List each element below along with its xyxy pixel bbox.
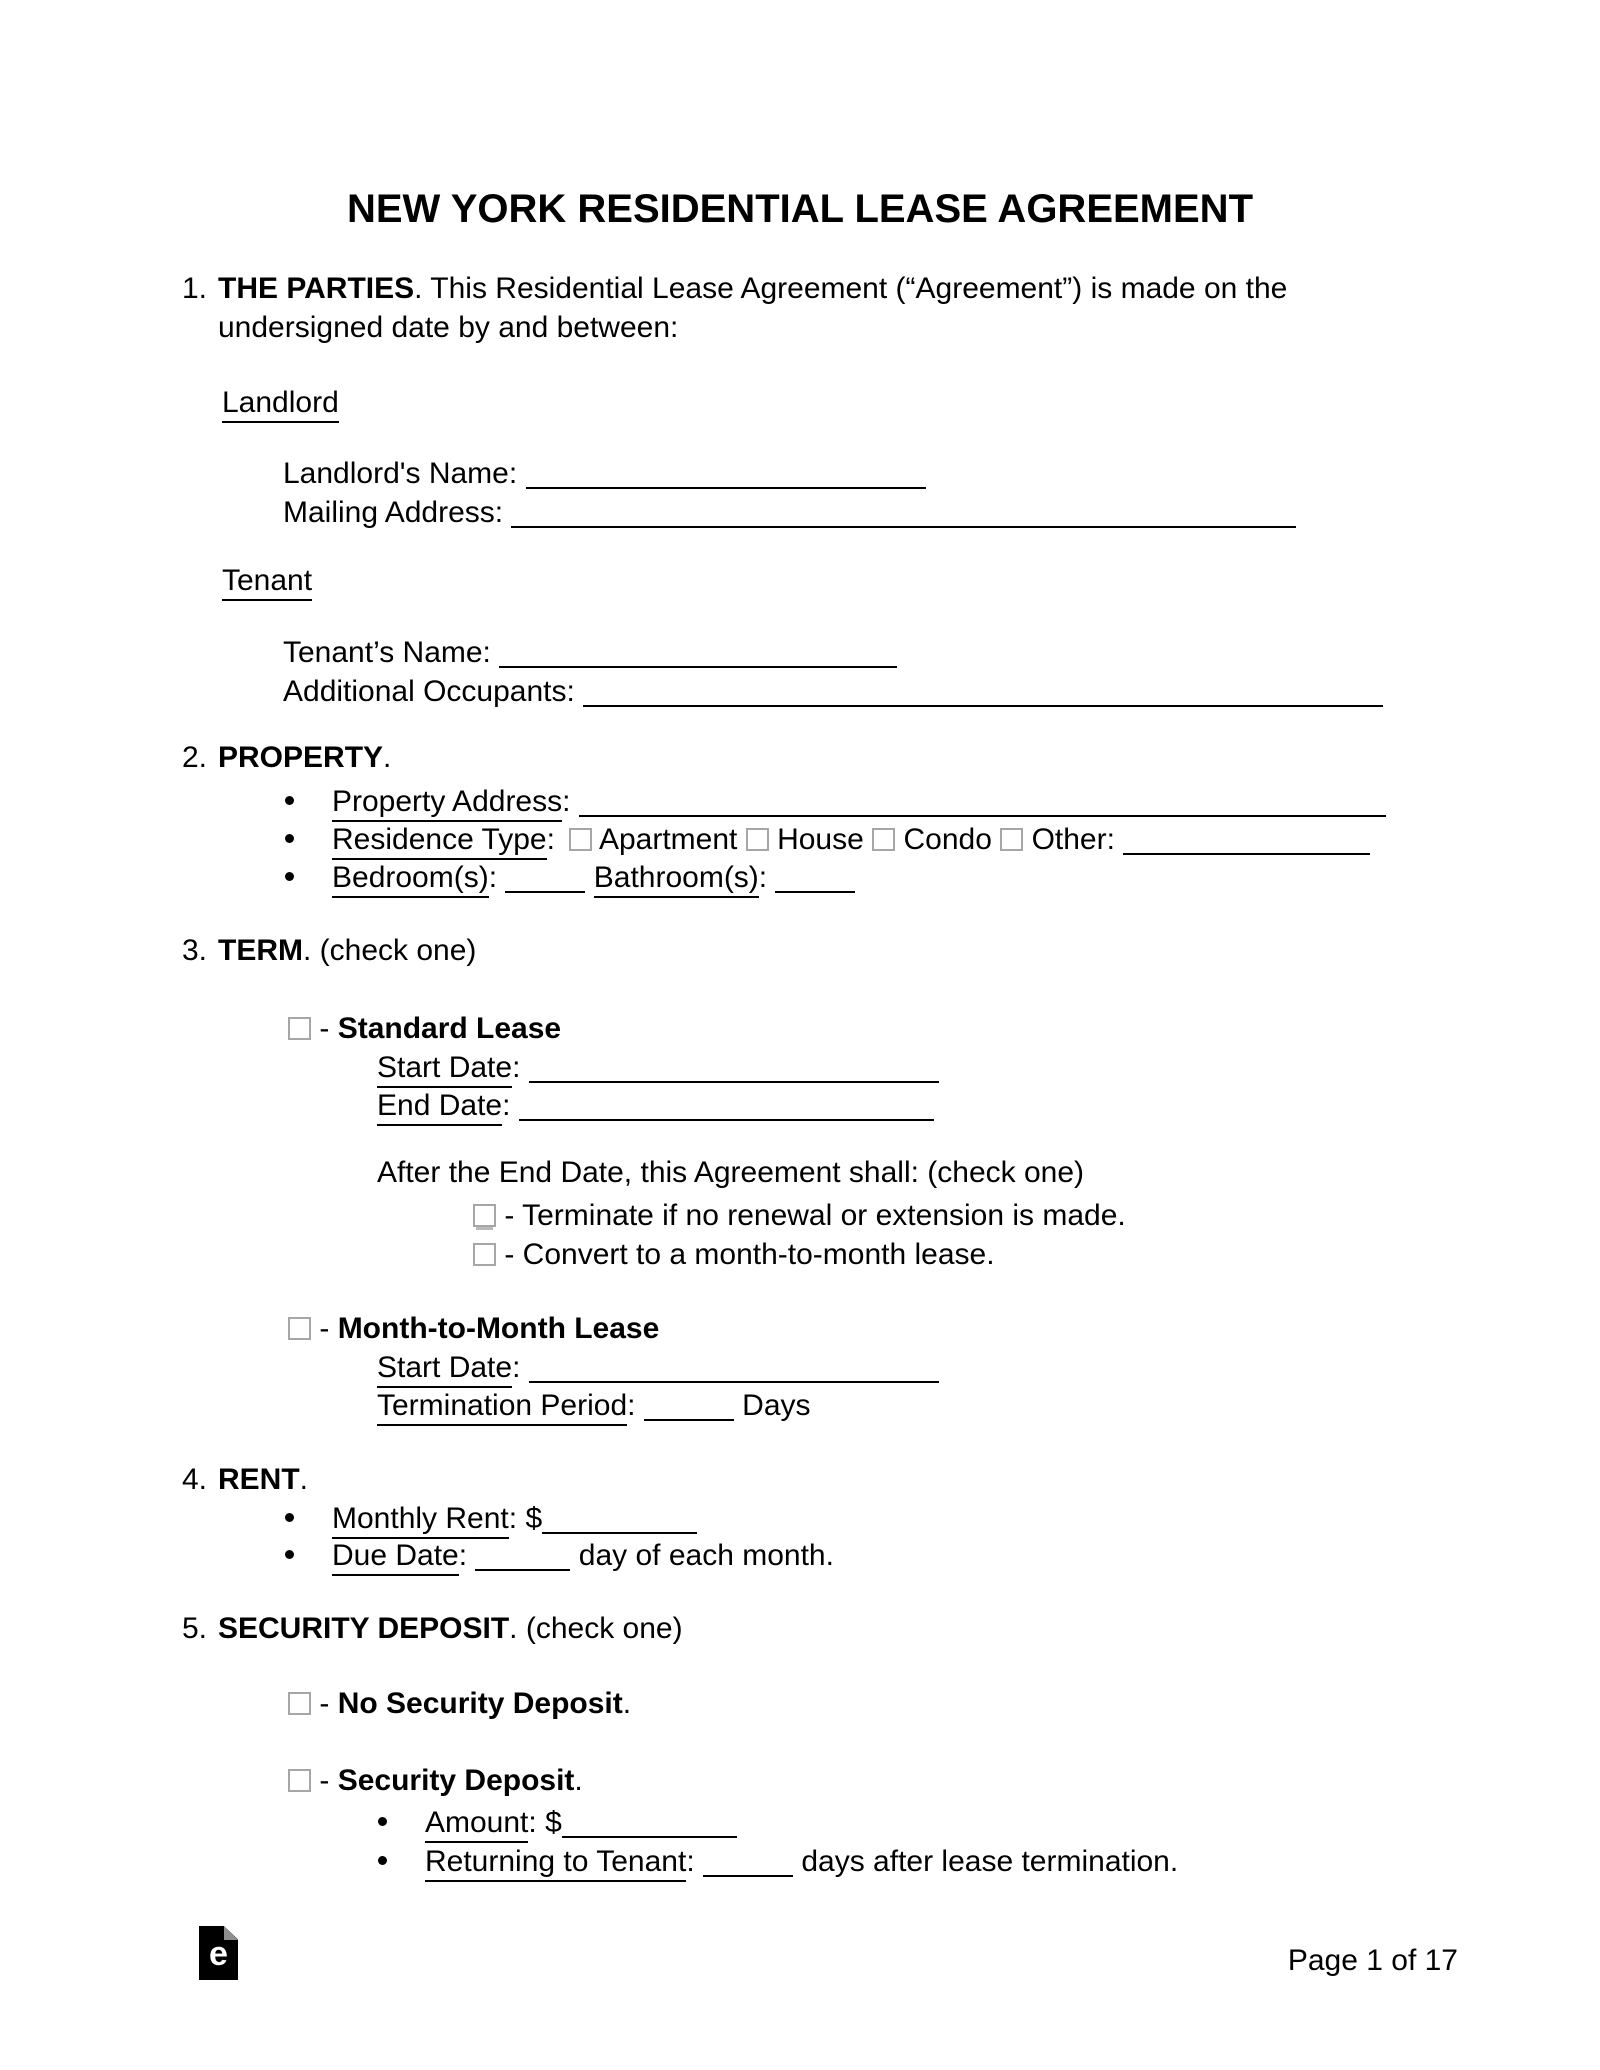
property-address-blank[interactable] bbox=[579, 801, 1386, 817]
convert-option-label: - Convert to a month-to-month lease. bbox=[504, 1238, 995, 1271]
field-m2m-start-date: Start Date: bbox=[377, 1348, 939, 1388]
house-option-label: House bbox=[777, 823, 864, 856]
field-mailing-address bbox=[283, 493, 1296, 533]
field-landlord-name bbox=[283, 454, 926, 494]
field-residence-type: Residence Type: Apartment House Condo Other: bbox=[285, 820, 1370, 860]
section-security-deposit-heading bbox=[182, 1609, 683, 1649]
bathrooms-label: Bathroom(s) bbox=[594, 861, 759, 898]
field-standard-end-date: End Date: bbox=[377, 1086, 934, 1126]
additional-occupants-label: Additional Occupants: bbox=[283, 675, 575, 708]
section-term-title: TERM bbox=[218, 934, 303, 967]
bullet-icon bbox=[285, 1550, 294, 1559]
page-title: NEW YORK RESIDENTIAL LEASE AGREEMENT bbox=[346, 187, 1253, 231]
eforms-logo bbox=[199, 1926, 238, 1980]
section-property-heading: 2. PROPERTY. bbox=[182, 738, 391, 778]
condo-checkbox[interactable] bbox=[872, 828, 895, 851]
apartment-checkbox[interactable] bbox=[569, 828, 592, 851]
field-tenant-name bbox=[283, 633, 897, 673]
m2m-start-date-blank[interactable] bbox=[529, 1367, 939, 1383]
section-number: 3. bbox=[182, 934, 208, 967]
additional-occupants-blank[interactable] bbox=[583, 691, 1383, 707]
page-number: Page 1 of 17 bbox=[1287, 1944, 1458, 1977]
after-end-date-text: After the End Date, this Agreement shall: (check one) bbox=[377, 1156, 1085, 1189]
tenant-heading: Tenant bbox=[222, 561, 312, 601]
termination-period-blank[interactable] bbox=[644, 1405, 734, 1421]
residence-type-label: Residence Type bbox=[332, 823, 547, 860]
option-terminate bbox=[473, 1196, 1126, 1236]
bullet-icon bbox=[285, 834, 294, 843]
standard-lease-checkbox[interactable] bbox=[288, 1017, 311, 1040]
due-date-label: Due Date bbox=[332, 1539, 459, 1576]
due-date-blank[interactable] bbox=[475, 1555, 570, 1571]
parties-intro-line2: undersigned date by and between: bbox=[218, 311, 679, 344]
section-security-deposit-title: SECURITY DEPOSIT bbox=[218, 1612, 510, 1645]
returning-days-blank[interactable] bbox=[703, 1861, 793, 1877]
option-month-to-month: - Month-to-Month Lease bbox=[288, 1309, 659, 1349]
bullet-icon bbox=[285, 796, 294, 805]
security-deposit-checkbox[interactable] bbox=[288, 1769, 311, 1792]
landlord-name-label: Landlord's Name: bbox=[283, 457, 518, 490]
section-parties-heading bbox=[182, 269, 1287, 309]
standard-start-date-blank[interactable] bbox=[529, 1067, 939, 1083]
field-property-address: Property Address: bbox=[285, 782, 1386, 822]
standard-end-date-blank[interactable] bbox=[519, 1105, 934, 1121]
tenant-name-label: Tenant’s Name: bbox=[283, 636, 491, 669]
other-checkbox[interactable] bbox=[1000, 828, 1023, 851]
condo-option-label: Condo bbox=[903, 823, 992, 856]
bullet-icon bbox=[378, 1856, 387, 1865]
no-security-deposit-label: No Security Deposit bbox=[337, 1687, 623, 1720]
section-number: 1. bbox=[182, 272, 208, 305]
field-monthly-rent: Monthly Rent: $ bbox=[285, 1499, 697, 1539]
house-checkbox[interactable] bbox=[746, 828, 769, 851]
section-term-heading bbox=[182, 931, 476, 971]
dollar-sign: $ bbox=[525, 1502, 543, 1535]
month-to-month-label: Month-to-Month Lease bbox=[337, 1312, 660, 1345]
returning-suffix: days after lease termination. bbox=[801, 1845, 1179, 1878]
field-standard-start-date: Start Date: bbox=[377, 1048, 939, 1088]
due-date-suffix: day of each month. bbox=[578, 1539, 834, 1572]
field-termination-period: Termination Period: Days bbox=[377, 1386, 811, 1426]
m2m-start-date-label: Start Date bbox=[377, 1351, 512, 1388]
section-number: 5. bbox=[182, 1612, 208, 1645]
section-rent-heading: 4. RENT. bbox=[182, 1460, 308, 1500]
security-deposit-label: Security Deposit bbox=[337, 1764, 575, 1797]
section-property-title: PROPERTY bbox=[218, 741, 384, 774]
bullet-icon bbox=[285, 1513, 294, 1522]
field-bedrooms-bathrooms: Bedroom(s): Bathroom(s): bbox=[285, 858, 855, 898]
security-deposit-check-one: . (check one) bbox=[509, 1612, 683, 1645]
termination-period-label: Termination Period bbox=[377, 1389, 627, 1426]
bullet-icon bbox=[285, 872, 294, 881]
parties-intro-line1: . This Residential Lease Agreement (“Agreement”) is made on the bbox=[414, 272, 1288, 305]
apartment-option-label: Apartment bbox=[598, 823, 738, 856]
other-residence-blank[interactable] bbox=[1123, 839, 1370, 855]
mailing-address-label: Mailing Address: bbox=[283, 496, 504, 529]
section-number: 2. bbox=[182, 741, 208, 774]
convert-checkbox[interactable] bbox=[473, 1243, 496, 1266]
deposit-amount-blank[interactable] bbox=[562, 1822, 737, 1838]
option-security-deposit: - Security Deposit. bbox=[288, 1761, 583, 1801]
bathrooms-blank[interactable] bbox=[775, 877, 855, 893]
term-check-one: . (check one) bbox=[303, 934, 477, 967]
amount-label: Amount bbox=[425, 1806, 528, 1843]
option-standard-lease: - Standard Lease bbox=[288, 1009, 561, 1049]
bedrooms-label: Bedroom(s) bbox=[332, 861, 489, 898]
monthly-rent-blank[interactable] bbox=[542, 1518, 697, 1534]
days-suffix: Days bbox=[742, 1389, 811, 1422]
terminate-checkbox[interactable] bbox=[473, 1204, 496, 1227]
field-due-date: Due Date: day of each month. bbox=[285, 1536, 834, 1576]
landlord-heading: Landlord bbox=[222, 383, 339, 423]
end-date-label: End Date bbox=[377, 1089, 502, 1126]
monthly-rent-label: Monthly Rent bbox=[332, 1502, 509, 1539]
section-number: 4. bbox=[182, 1463, 208, 1496]
logo-letter: e bbox=[209, 1935, 228, 1973]
month-to-month-checkbox[interactable] bbox=[288, 1317, 311, 1340]
no-security-deposit-checkbox[interactable] bbox=[288, 1692, 311, 1715]
terminate-option-label: - Terminate if no renewal or extension is made. bbox=[504, 1199, 1126, 1232]
option-convert bbox=[473, 1235, 995, 1275]
mailing-address-blank[interactable] bbox=[511, 512, 1296, 528]
property-address-label: Property Address bbox=[332, 785, 562, 822]
start-date-label: Start Date bbox=[377, 1051, 512, 1088]
other-option-label: Other: bbox=[1031, 823, 1115, 856]
landlord-name-blank[interactable] bbox=[526, 473, 926, 489]
returning-to-tenant-label: Returning to Tenant bbox=[425, 1845, 686, 1882]
bedrooms-blank[interactable] bbox=[505, 877, 585, 893]
field-returning-to-tenant: Returning to Tenant: days after lease termination. bbox=[378, 1842, 1178, 1882]
dollar-sign: $ bbox=[545, 1806, 562, 1839]
bullet-icon bbox=[378, 1817, 387, 1826]
field-deposit-amount: Amount: $ bbox=[378, 1803, 737, 1843]
standard-lease-label: Standard Lease bbox=[337, 1012, 562, 1045]
option-no-security-deposit: - No Security Deposit. bbox=[288, 1684, 631, 1724]
tenant-name-blank[interactable] bbox=[499, 652, 897, 668]
section-rent-title: RENT bbox=[218, 1463, 300, 1496]
section-parties-title: THE PARTIES bbox=[218, 272, 415, 305]
field-additional-occupants bbox=[283, 672, 1383, 712]
